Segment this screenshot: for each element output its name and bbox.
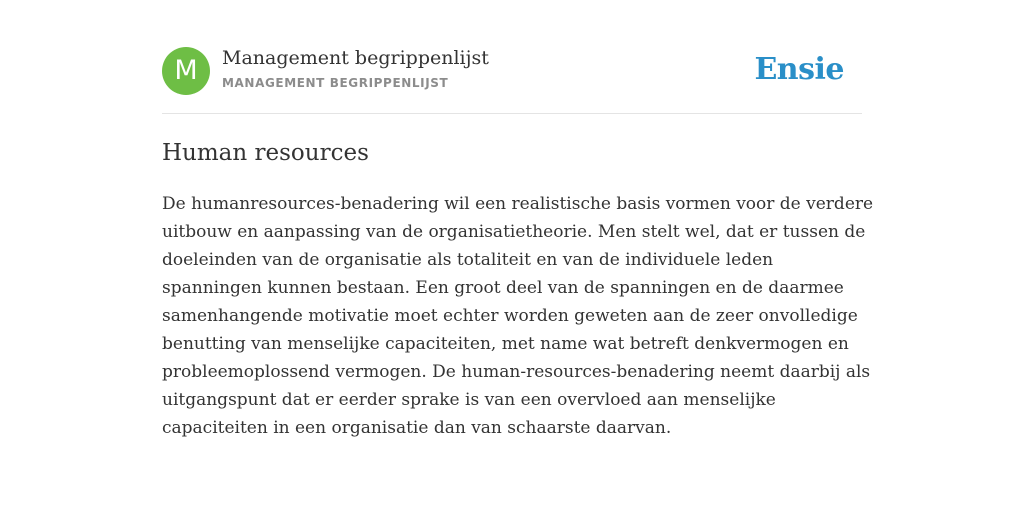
definition-line: De humanresources-benadering wil een realistische basis vormen voor de verdere [162,194,874,214]
definition-line: capaciteiten in een organisatie dan van schaarste daarvan. [162,418,672,438]
brand-logo[interactable]: Ensie [754,52,844,87]
definition-line: uitgangspunt dat er eerder sprake is van een overvloed aan menselijke [162,390,776,410]
definition-line: doeleinden van de organisatie als totaliteit en van de individuele leden [162,250,774,270]
header [162,46,862,96]
definition-line: probleemoplossend vermogen. De human-resources-benadering neemt daarbij als [162,362,871,382]
definition-line: spanningen kunnen bestaan. Een groot deel van de spanningen en de daarmee [162,278,844,298]
definition-line: benutting van menselijke capaciteiten, met name wat betreft denkvermogen en [162,334,849,354]
source-subtitle: MANAGEMENT BEGRIPPENLIJST [222,76,449,90]
definition-line: samenhangende motivatie moet echter worden geweten aan de zeer onvolledige [162,306,858,326]
header-divider [162,113,862,114]
source-title[interactable]: Management begrippenlijst [222,47,489,69]
source-avatar[interactable]: M [162,47,210,95]
definition-text [162,190,874,442]
definition-line: uitbouw en aanpassing van de organisatietheorie. Men stelt wel, dat er tussen de [162,222,866,242]
term-title: Human resources [162,140,369,166]
